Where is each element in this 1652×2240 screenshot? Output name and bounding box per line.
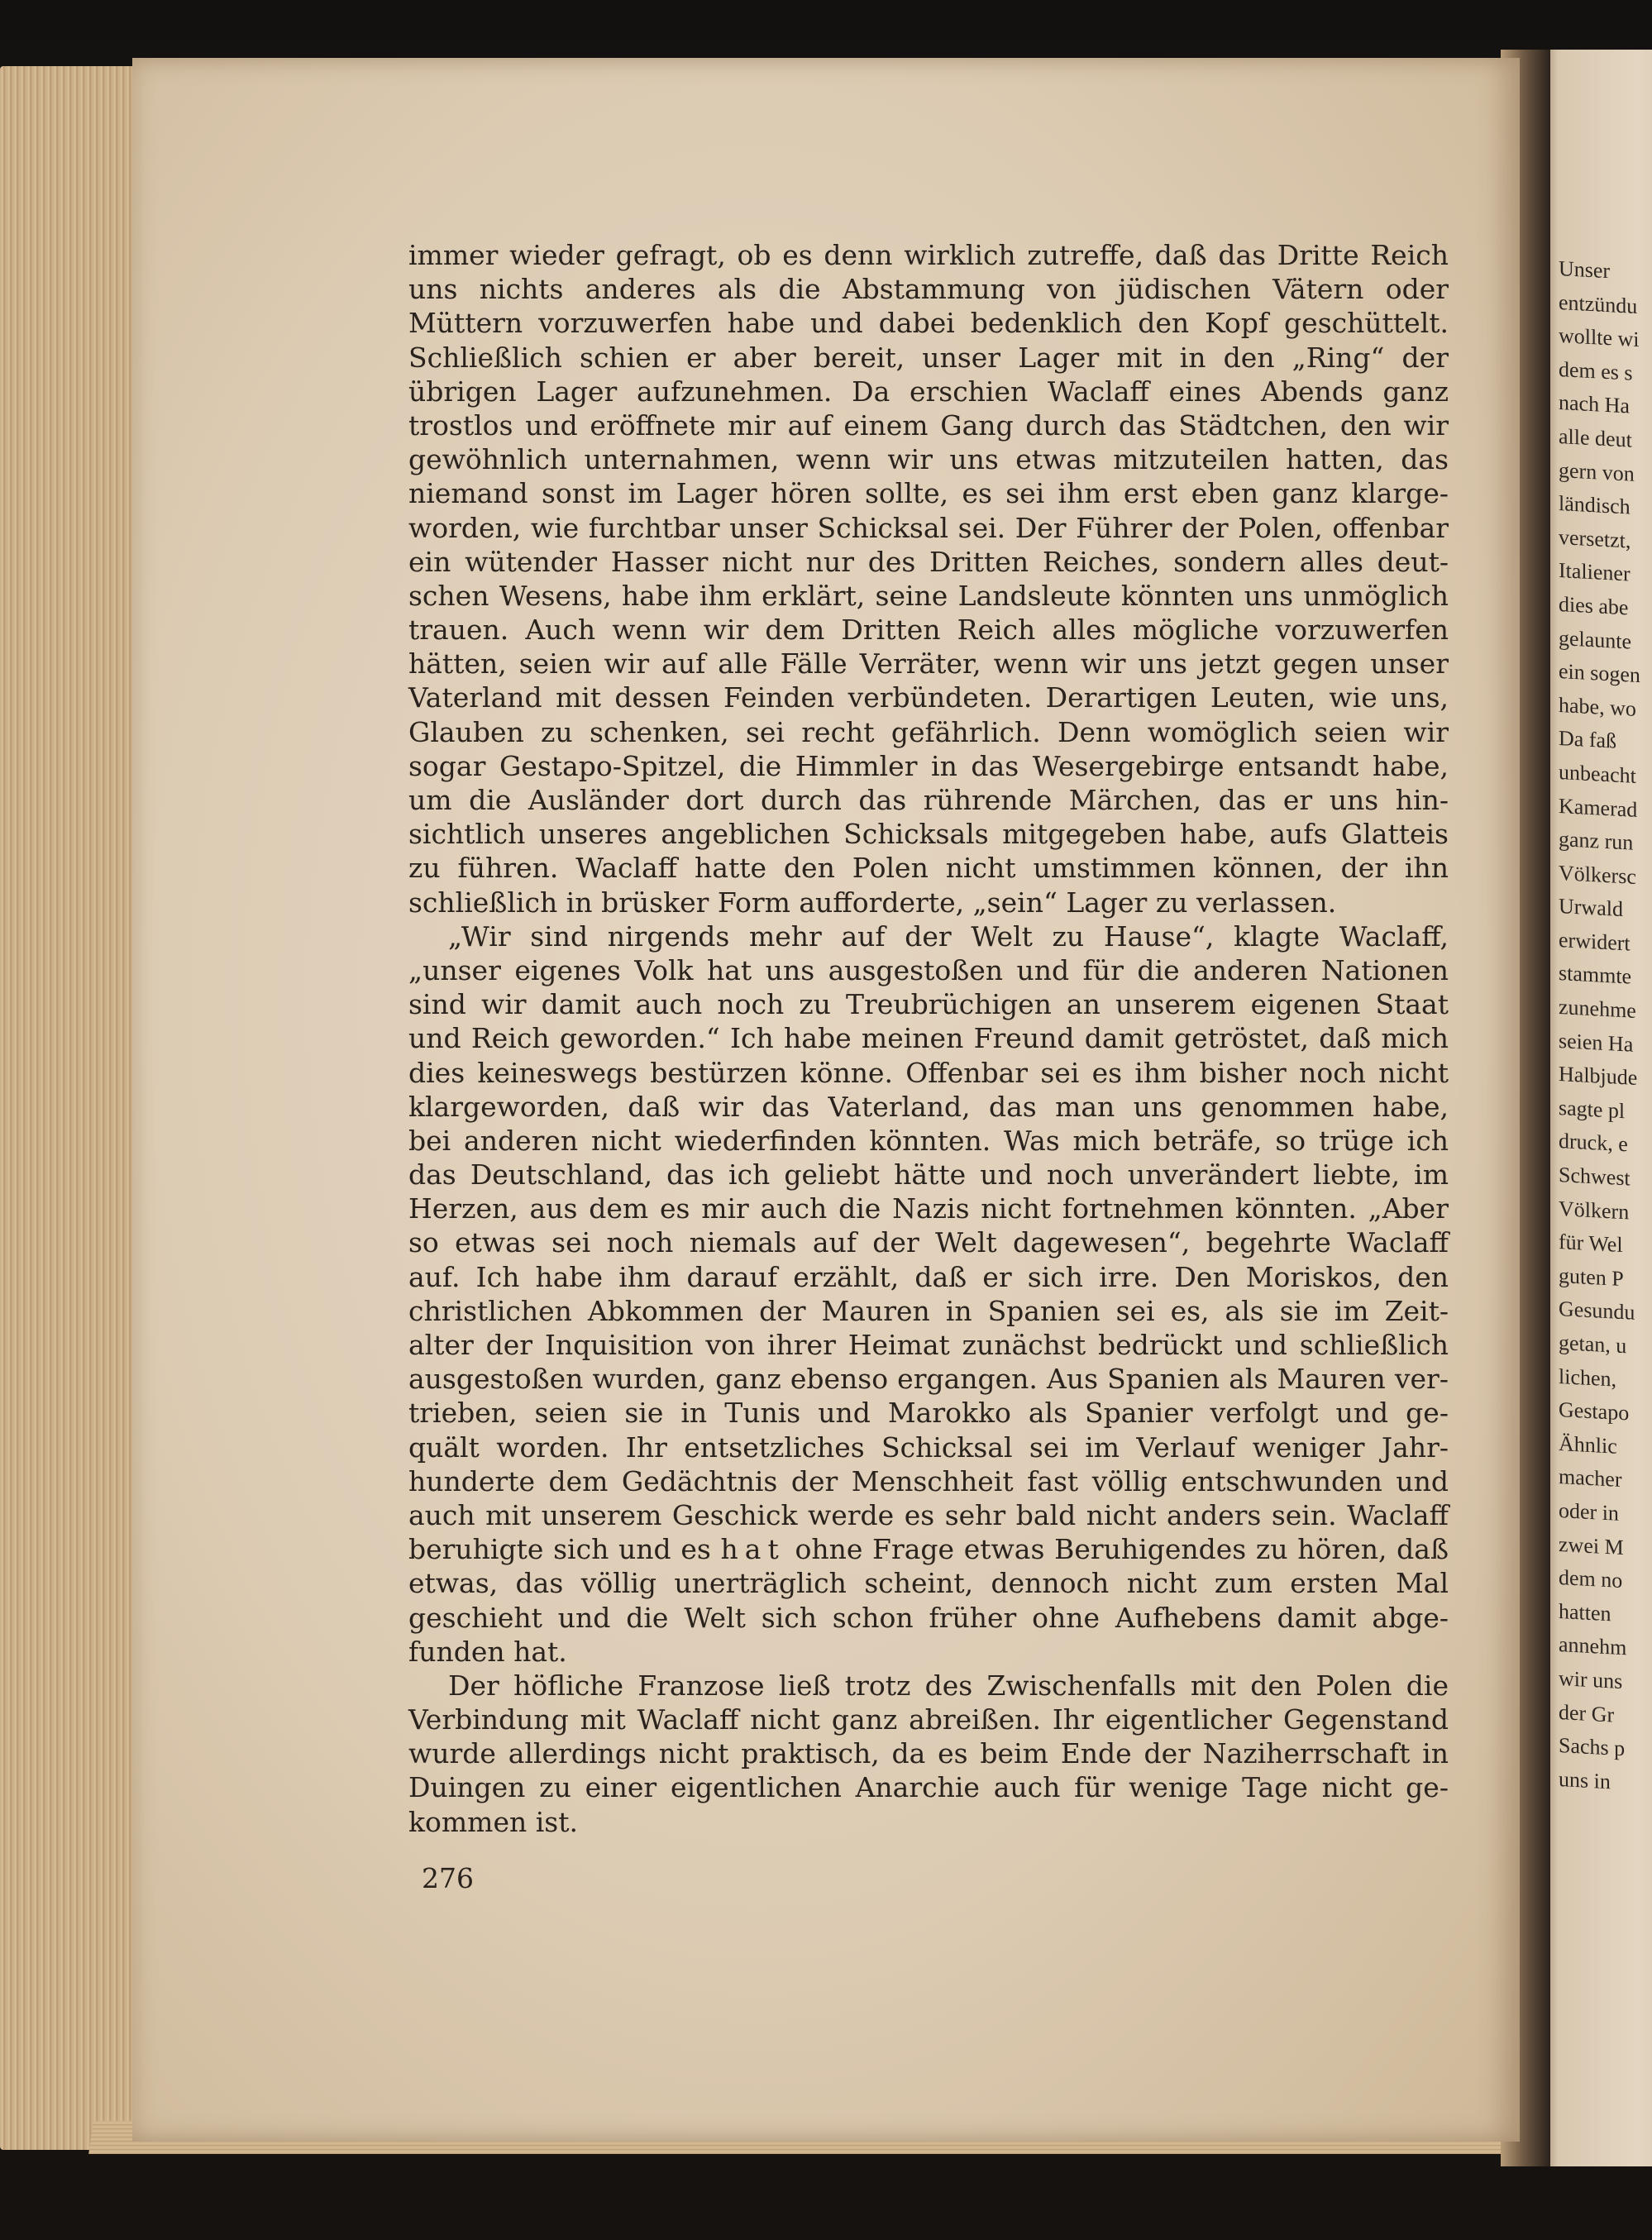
right-page-fragment: gern von	[1559, 457, 1635, 486]
text-line: um die Ausländer dort durch das rührende Märchen, das er uns hin-	[408, 784, 1449, 816]
right-page-fragment: getan, u	[1559, 1330, 1627, 1359]
right-page-fragment: Kamerad	[1559, 793, 1638, 822]
right-page-fragment: annehm	[1559, 1632, 1627, 1660]
text-line: hätten, seien wir auf alle Fälle Verräter, wenn wir uns jetzt gegen unser	[408, 647, 1449, 681]
text-line: trieben, seien sie in Tunis und Marokko als Spanier verfolgt und ge-	[408, 1397, 1449, 1430]
body-text	[408, 238, 1449, 1839]
right-page-fragment: nach Ha	[1559, 390, 1630, 418]
right-page-fragment: dies abe	[1559, 591, 1629, 620]
text-line: übrigen Lager aufzunehmen. Da erschien Waclaff eines Abends ganz	[408, 375, 1449, 408]
text-line: sichtlich unseres angeblichen Schicksals mitgegeben habe, aufs Glatteis	[408, 818, 1449, 851]
right-page-fragment: gelaunte	[1559, 625, 1632, 654]
text-line: „unser eigenes Volk hat uns ausgestoßen und für die anderen Nationen	[408, 953, 1449, 986]
text-line: sind wir damit auch noch zu Treubrüchigen an unserem eigenen Staat	[408, 988, 1449, 1021]
right-page-fragment: für Wel	[1559, 1230, 1623, 1258]
right-page-fragment: dem no	[1559, 1565, 1623, 1593]
right-page-fragment: Urwald	[1559, 894, 1623, 922]
text-line: das Deutschland, das ich geliebt hätte und noch unverändert liebte, im	[408, 1158, 1449, 1192]
text-line: ausgestoßen wurden, ganz ebenso ergangen. Aus Spanien als Mauren ver-	[408, 1363, 1449, 1396]
right-page-fragment: zwei M	[1559, 1531, 1624, 1559]
text-line: sogar Gestapo-Spitzel, die Himmler in das Wesergebirge entsandt habe,	[408, 749, 1449, 782]
text-line: christlichen Abkommen der Mauren in Spanien sei es, als sie im Zeit-	[408, 1294, 1449, 1327]
text-line: wurde allerdings nicht praktisch, da es beim Ende der Naziherrschaft in	[408, 1737, 1449, 1770]
text-line: trostlos und eröffnete mir auf einem Gang durch das Städtchen, den wir	[408, 408, 1449, 442]
text-line: kommen ist.	[408, 1805, 578, 1838]
text-line: uns nichts anderes als die Abstammung von jüdischen Vätern oder	[408, 273, 1449, 306]
text-line: schen Wesens, habe ihm erklärt, seine Landsleute könnten uns unmöglich	[408, 579, 1449, 612]
right-page-fragment: wollte wi	[1559, 323, 1640, 352]
page-number: 276	[422, 1862, 474, 1894]
text-line: Glauben zu schenken, sei recht gefährlich. Denn womöglich seien wir	[408, 715, 1449, 748]
right-page-fragment: versetzt,	[1559, 524, 1631, 553]
text-line: schließlich in brüsker Form aufforderte, „sein“ Lager zu verlassen.	[408, 886, 1337, 919]
right-page-fragment: ländisch	[1559, 491, 1631, 519]
text-line: gewöhnlich unternahmen, wenn wir uns etwas mitzuteilen hatten, das	[408, 443, 1449, 476]
right-page-fragment: alle deut	[1559, 423, 1632, 452]
text-line: Herzen, aus dem es mir auch die Nazis nicht fortnehmen könnten. „Aber	[408, 1192, 1449, 1225]
text-line: niemand sonst im Lager hören sollte, es sei ihm erst eben ganz klarge-	[408, 477, 1449, 510]
right-page-fragment: Halbjude	[1559, 1062, 1638, 1091]
right-page-fragment: unbeacht	[1559, 759, 1636, 788]
text-line: Duingen zu einer eigentlichen Anarchie auch für wenige Tage nicht ge-	[408, 1771, 1449, 1804]
right-page-fragment: Schwest	[1559, 1163, 1631, 1191]
right-page-fragment: oder in	[1559, 1497, 1619, 1526]
text-line: Vaterland mit dessen Feinden verbündeten. Derartigen Leuten, wie uns,	[408, 681, 1449, 714]
text-line: Schließlich schien er aber bereit, unser Lager mit in den „Ring“ der	[408, 341, 1449, 374]
text-line: und Reich geworden.“ Ich habe meinen Freund damit getröstet, daß mich	[408, 1022, 1449, 1055]
text-line: Verbindung mit Waclaff nicht ganz abreißen. Ihr eigentlicher Gegenstand	[408, 1703, 1449, 1736]
text-line: alter der Inquisition von ihrer Heimat zunächst bedrückt und schließlich	[408, 1329, 1449, 1361]
right-page-fragment: Unser	[1559, 256, 1611, 284]
text-line: geschieht und die Welt sich schon früher ohne Aufhebens damit abge-	[408, 1601, 1449, 1634]
text-line: klargeworden, daß wir das Vaterland, das man uns genommen habe,	[408, 1090, 1449, 1123]
text-line: auch mit unserem Geschick werde es sehr bald nicht anders sein. Waclaff	[408, 1498, 1449, 1531]
right-page-fragment: ganz run	[1559, 827, 1634, 855]
text-line: Der höfliche Franzose ließ trotz des Zwischenfalls mit den Polen die	[448, 1669, 1449, 1702]
right-page-fragment: lichen,	[1559, 1364, 1617, 1392]
text-line: ein wütender Hasser nicht nur des Dritten Reiches, sondern alles deut-	[408, 545, 1449, 578]
text-line: worden, wie furchtbar unser Schicksal sei. Der Führer der Polen, offenbar	[408, 511, 1449, 544]
page-edges-left	[0, 66, 145, 2150]
right-page-fragment: sagte pl	[1559, 1095, 1626, 1124]
text-line: auf. Ich habe ihm darauf erzählt, daß er sich irre. Den Moriskos, den	[408, 1260, 1449, 1293]
text-line: trauen. Auch wenn wir dem Dritten Reich alles mögliche vorzuwerfen	[408, 614, 1449, 647]
text-line: so etwas sei noch niemals auf der Welt dagewesen“, begehrte Waclaff	[408, 1226, 1449, 1259]
right-page-fragment: Gesundu	[1559, 1297, 1635, 1325]
text-line: funden hat.	[408, 1635, 567, 1668]
right-page-fragment: seien Ha	[1559, 1028, 1634, 1057]
text-line: „Wir sind nirgends mehr auf der Welt zu Hause“, klagte Waclaff,	[448, 919, 1449, 953]
right-page-fragment: Völkersc	[1559, 860, 1636, 889]
right-page-fragment: Sachs p	[1559, 1733, 1626, 1761]
text-line: bei anderen nicht wiederfinden könnten. Was mich beträfe, so trüge ich	[408, 1124, 1449, 1157]
text-line: etwas, das völlig unerträglich scheint, dennoch nicht zum ersten Mal	[408, 1567, 1449, 1600]
right-page-fragment: ein sogen	[1559, 659, 1640, 688]
right-page-fragment: zunehme	[1559, 995, 1636, 1023]
right-page-text	[1559, 252, 1650, 1801]
right-page-fragment: Da faß	[1559, 726, 1617, 753]
text-line: beruhigte sich und es hat ohne Frage etwas Beruhigendes zu hören, daß	[408, 1533, 1449, 1566]
right-page-fragment: Italiener	[1559, 558, 1631, 586]
text-line: immer wieder gefragt, ob es denn wirklich zutreffe, daß das Dritte Reich	[408, 239, 1449, 271]
right-page-fragment: habe, wo	[1559, 692, 1636, 721]
text-line: zu führen. Waclaff hatte den Polen nicht umstimmen können, der ihn	[408, 852, 1449, 885]
right-page-fragment: dem es s	[1559, 356, 1633, 385]
right-page-fragment: entzündu	[1559, 289, 1638, 318]
right-page-fragment: Gestapo	[1559, 1397, 1630, 1426]
right-page-fragment: erwidert	[1559, 927, 1631, 956]
right-page-fragment: guten P	[1559, 1263, 1624, 1291]
right-page-fragment: wir uns	[1559, 1665, 1623, 1693]
right-page-fragment: uns in	[1559, 1766, 1611, 1794]
right-page-fragment: stammte	[1559, 961, 1632, 990]
text-line: hunderte dem Gedächtnis der Menschheit fast völlig entschwunden und	[408, 1464, 1449, 1497]
right-page-fragment: der Gr	[1559, 1699, 1615, 1727]
text-line: quält worden. Ihr entsetzliches Schicksal sei im Verlauf weniger Jahr-	[408, 1430, 1449, 1464]
text-line: dies keineswegs bestürzen könne. Offenbar sei es ihm bisher noch nicht	[408, 1056, 1449, 1089]
right-page-fragment: druck, e	[1559, 1129, 1628, 1157]
right-page-fragment: hatten	[1559, 1598, 1611, 1626]
text-line: Müttern vorzuwerfen habe und dabei bedenklich den Kopf geschüttelt.	[408, 307, 1449, 340]
right-page-fragment: macher	[1559, 1464, 1622, 1493]
right-page-fragment: Ähnlic	[1559, 1430, 1617, 1459]
right-page-fragment: Völkern	[1559, 1196, 1630, 1225]
